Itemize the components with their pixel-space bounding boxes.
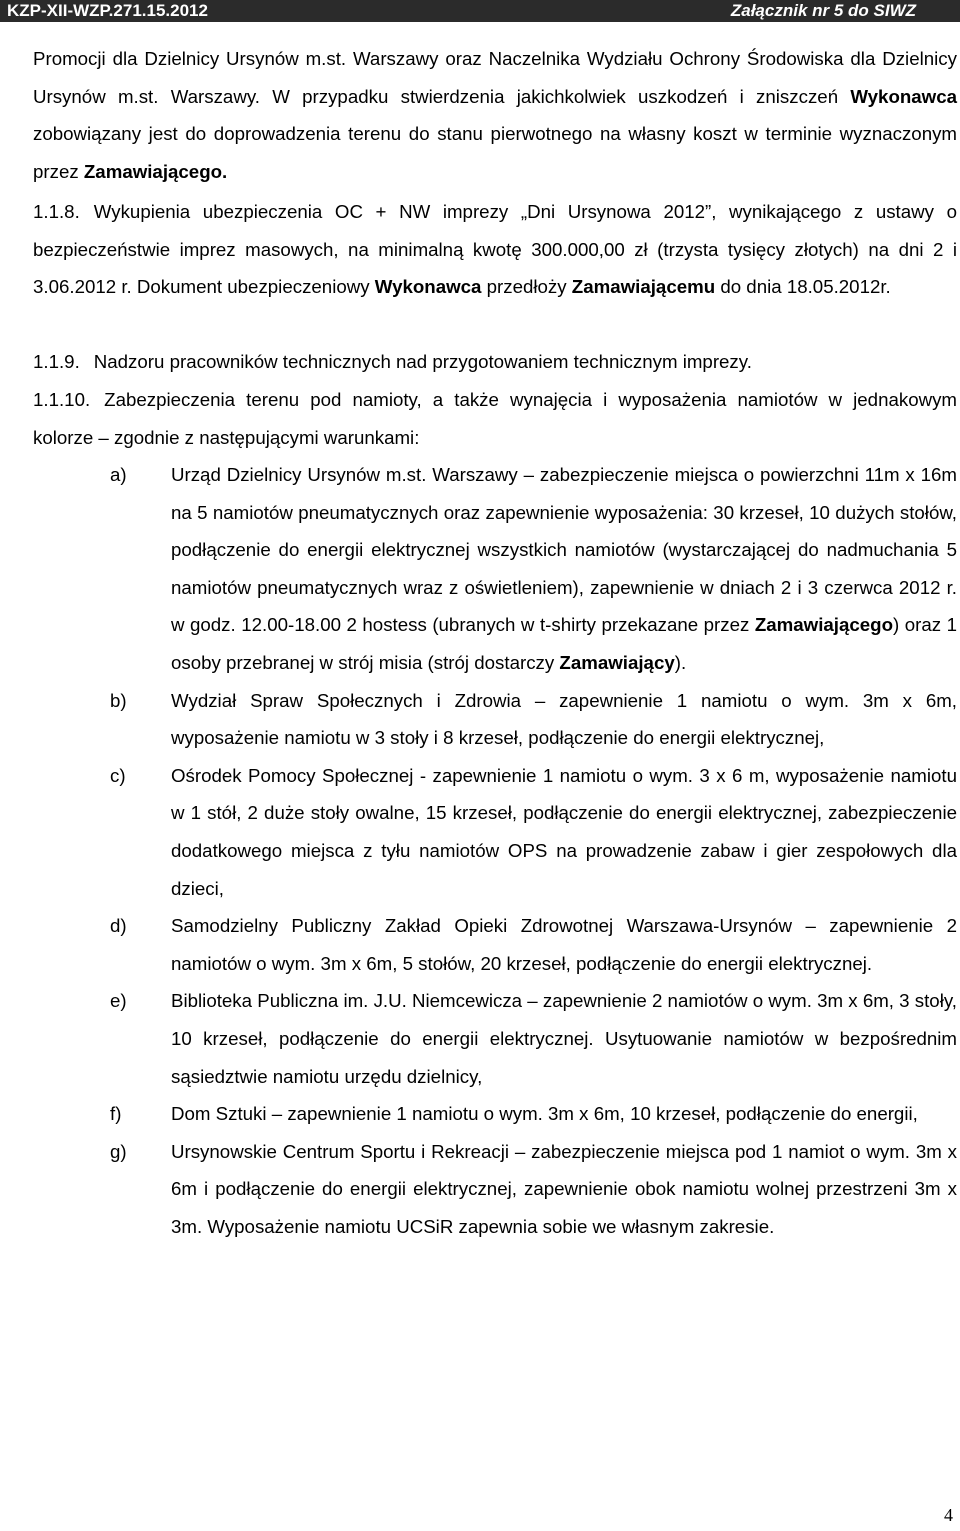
list-item-text: Ośrodek Pomocy Społecznej - zapewnienie 1 namiotu o wym. 3 x 6 m, wyposażenie namiotu w 1 stół, 2 duże stoły owalne, 15 krzeseł, podłączenie do energii elektrycznej, zabezpieczenie dodatkowego miejsca z tyłu namiotów OPS na prowadzenie zabaw i gier zespołowych dla dzieci, bbox=[171, 764, 957, 899]
intro-bold-a: Wykonawca bbox=[850, 85, 957, 107]
list-item-g bbox=[33, 1133, 957, 1246]
list-item-letter: a) bbox=[110, 464, 127, 485]
intro-text-b: zobowiązany jest do doprowadzenia terenu do stanu pierwotnego na własny koszt w terminie wyznaczonym przez bbox=[33, 123, 957, 182]
intro-paragraph bbox=[33, 40, 957, 190]
document-header bbox=[0, 0, 960, 22]
list-item-c bbox=[33, 757, 957, 907]
list-item-b bbox=[33, 682, 957, 757]
item-a-bold-a: Zamawiającego bbox=[754, 614, 893, 636]
list-item-d bbox=[33, 907, 957, 982]
document-reference: KZP-XII-WZP.271.15.2012 bbox=[7, 1, 208, 20]
page-number: 4 bbox=[944, 1505, 953, 1525]
p1110-text: Zabezpieczenia terenu pod namioty, a także wynajęcia i wyposażenia namiotów w jednakowym kolorze – zgodnie z następującymi warunkami: bbox=[33, 389, 957, 448]
item-a-text-c: ). bbox=[674, 651, 687, 673]
p118-bold-b: Zamawiającemu bbox=[571, 276, 716, 298]
list-item-text: Dom Sztuki – zapewnienie 1 namiotu o wym. 3m x 6m, 10 krzeseł, podłączenie do energii, bbox=[171, 1103, 918, 1125]
tent-requirements-list bbox=[33, 456, 957, 1245]
list-item-text: Biblioteka Publiczna im. J.U. Niemcewicza – zapewnienie 2 namiotów o wym. 3m x 6m, 3 stoły, 10 krzeseł, podłączenie do energii elektrycznej. Usytuowanie namiotów w bezpośrednim sąsiedztwie namiotu urzędu dzielnicy, bbox=[171, 990, 957, 1087]
item-a-bold-b: Zamawiający bbox=[559, 651, 675, 673]
paragraph-1-1-8 bbox=[33, 193, 957, 306]
intro-text-a: Promocji dla Dzielnicy Ursynów m.st. Warszawy oraz Naczelnika Wydziału Ochrony Środowiska dla Dzielnicy Ursynów m.st. Warszawy. W przypadku stwierdzenia jakichkolwiek uszkodzeń i zniszczeń bbox=[33, 48, 957, 107]
list-item-letter: d) bbox=[110, 915, 127, 937]
paragraph-1-1-9 bbox=[33, 343, 957, 381]
list-item-text: Wydział Spraw Społecznych i Zdrowia – zapewnienie 1 namiotu o wym. 3m x 6m, wyposażenie namiotu w 3 stoły i 8 krzeseł, podłączenie do energii elektrycznej, bbox=[171, 689, 957, 749]
list-item-letter: c) bbox=[110, 764, 126, 786]
p119-text: Nadzoru pracowników technicznych nad przygotowaniem technicznym imprezy. bbox=[93, 351, 752, 372]
list-item-letter: b) bbox=[110, 689, 127, 711]
list-item-letter: e) bbox=[110, 990, 127, 1012]
list-item-e bbox=[33, 982, 957, 1095]
attachment-label: Załącznik nr 5 do SIWZ bbox=[730, 1, 916, 20]
list-item-f bbox=[33, 1095, 957, 1133]
list-item-text: Samodzielny Publiczny Zakład Opieki Zdrowotnej Warszawa-Ursynów – zapewnienie 2 namiotów o wym. 3m x 6m, 5 stołów, 20 krzeseł, podłączenie do energii elektrycznej. bbox=[171, 915, 957, 974]
list-item-text: Ursynowskie Centrum Sportu i Rekreacji – zabezpieczenie miejsca pod 1 namiot o wym. 3m x 6m i podłączenie do energii elektrycznej, zapewnienie obok namiotu wolnej przestrzeni 3m x 3m. Wyposażenie namiotu UCSiR zapewnia sobie we własnym zakresie. bbox=[171, 1140, 957, 1237]
list-item-letter: g) bbox=[110, 1140, 127, 1162]
p118-text-a: Wykupienia ubezpieczenia OC + NW imprezy „Dni Ursynowa 2012”, wynikającego z ustawy o bezpieczeństwie imprez masowych, na minimalną kwotę 300.000,00 zł (trzysta tysięcy złotych) na dni 2 i 3.06.2012 r. Dokument ubezpieczeniowy bbox=[33, 201, 957, 298]
section-number: 1.1.10. bbox=[33, 389, 91, 410]
intro-bold-b: Zamawiającego. bbox=[83, 160, 228, 182]
p118-bold-a: Wykonawca bbox=[374, 276, 482, 298]
section-number: 1.1.9. bbox=[33, 351, 80, 372]
list-item-letter: f) bbox=[110, 1103, 122, 1125]
section-number: 1.1.8. bbox=[33, 201, 80, 222]
p118-text-c: do dnia 18.05.2012r. bbox=[715, 276, 891, 298]
p118-text-b: przedłoży bbox=[481, 276, 572, 298]
list-item-a bbox=[33, 456, 957, 682]
list-item-text bbox=[171, 456, 957, 682]
item-a-text-a: Urząd Dzielnicy Ursynów m.st. Warszawy – zabezpieczenie miejsca o powierzchni 11m x 16m na 5 namiotów pneumatycznych oraz zapewnienie wyposażenia: 30 krzeseł, 10 dużych stołów, podłączenie do energii elektrycznej wszystkich namiotów (wystarczającej do nadmuchania 5 namiotów pneumatycznych wraz z oświetleniem), zapewnienie w dniach 2 i 3 czerwca 2012 r. w godz. 12.00-18.00 2 hostess (ubranych w t-shirty przekazane przez bbox=[171, 464, 957, 636]
item-a-text-b: ) oraz 1 osoby przebranej w strój misia (strój dostarczy bbox=[171, 614, 957, 673]
paragraph-1-1-10 bbox=[33, 381, 957, 456]
